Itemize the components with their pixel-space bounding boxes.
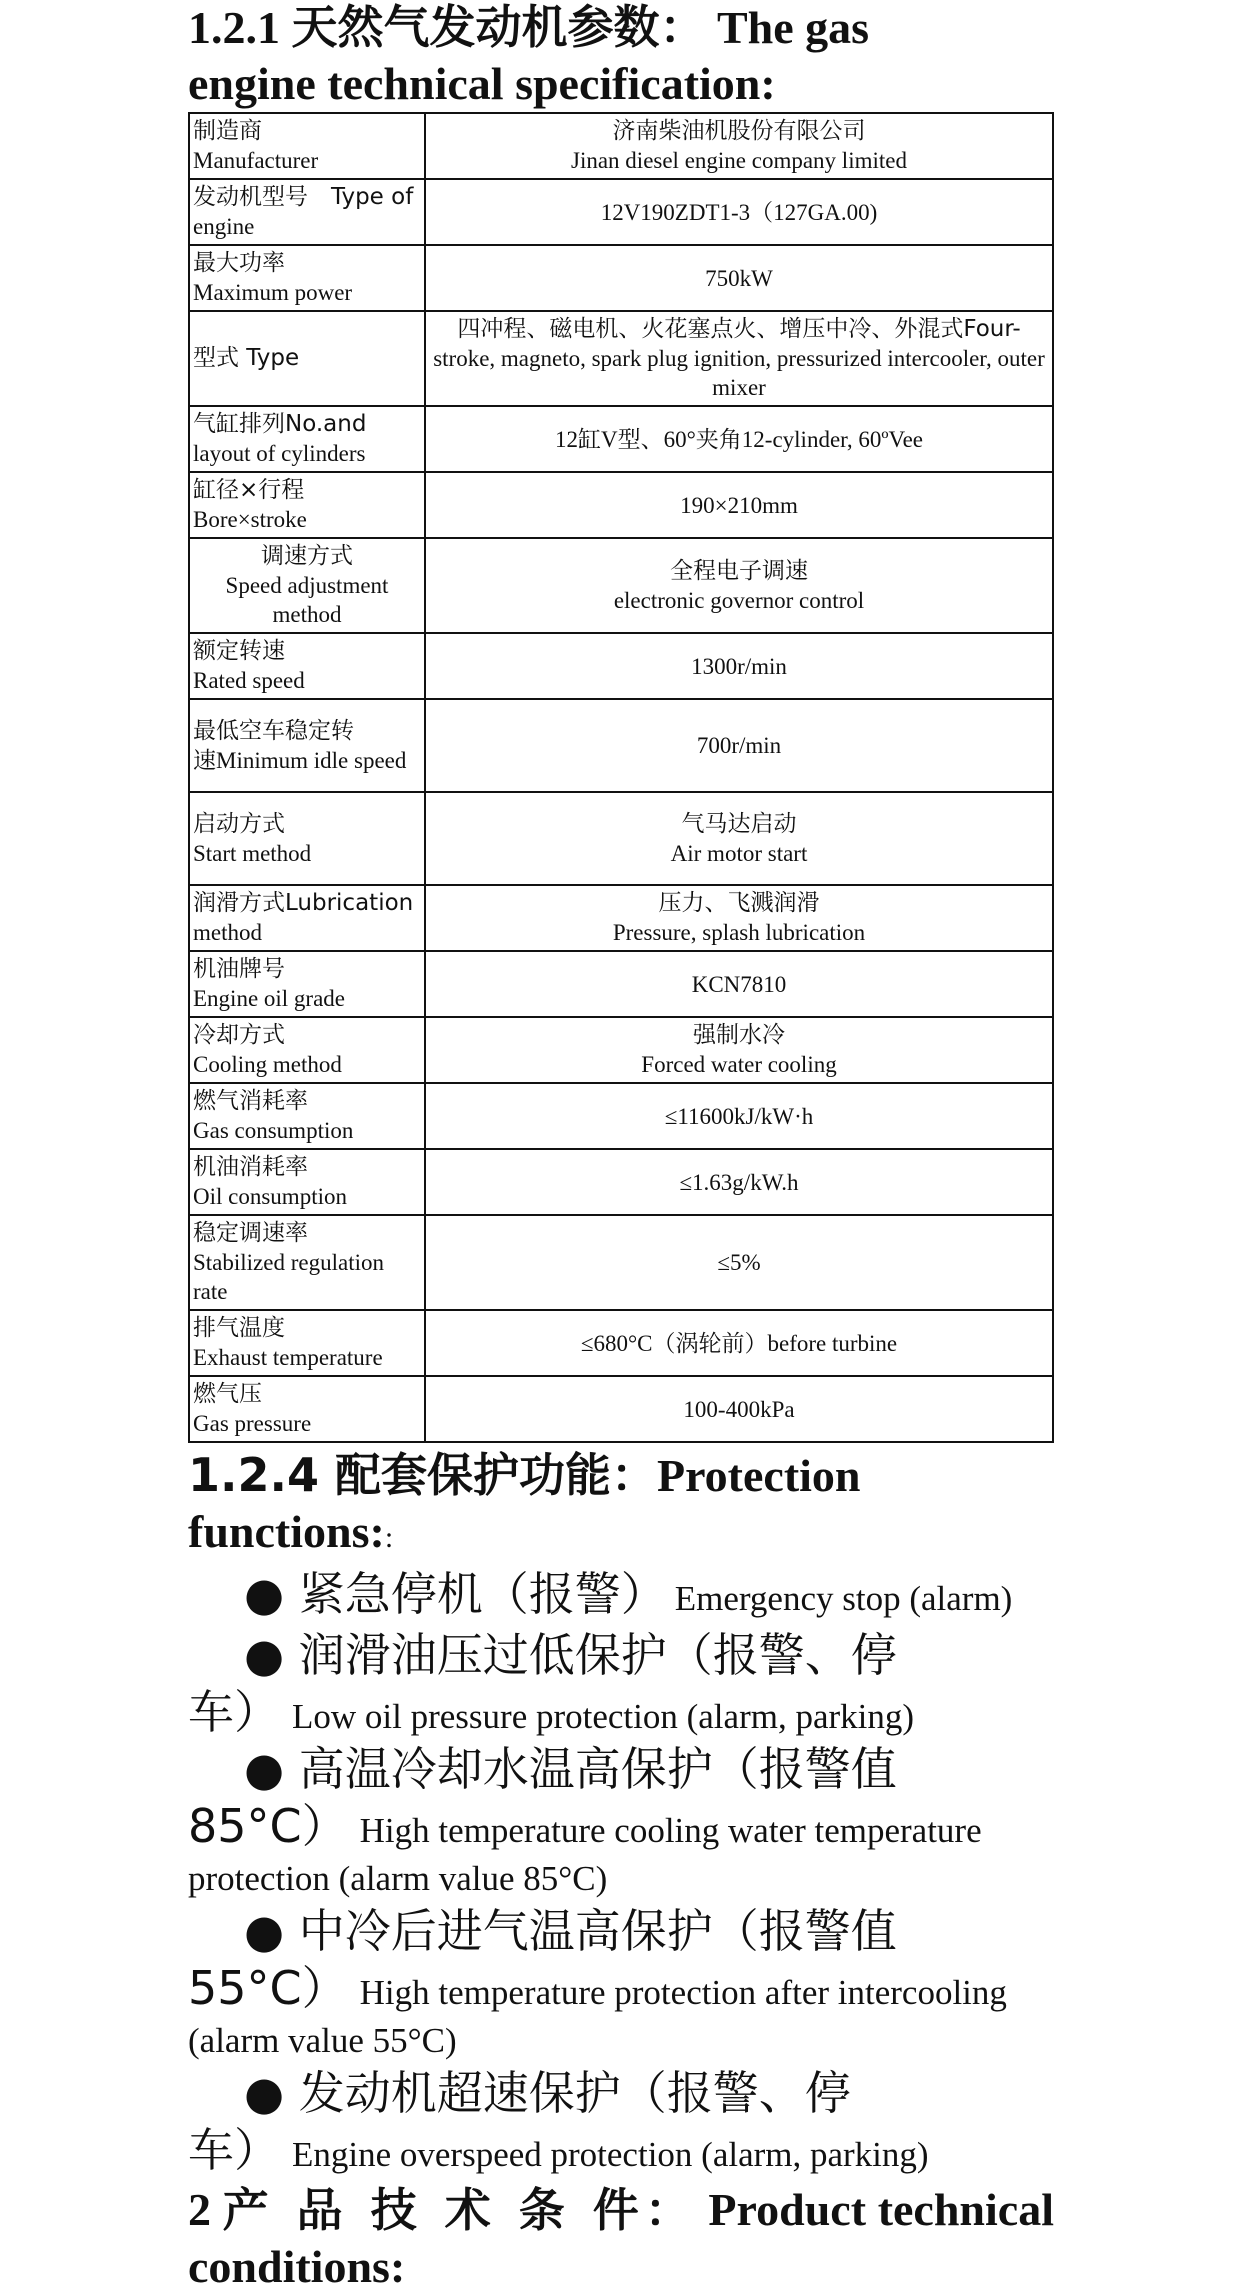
spec-value-cell bbox=[425, 538, 1053, 633]
protection-heading-line-2 bbox=[188, 1504, 1054, 1566]
spec-value-en: 12V190ZDT1-3（127GA.00) bbox=[600, 199, 878, 225]
spec-label-cn: 机油牌号 bbox=[193, 956, 285, 982]
heading-line-2: engine technical specification: bbox=[188, 58, 776, 109]
spec-label-en: Manufacturer bbox=[193, 148, 319, 173]
spec-label-cn: 气缸排列No.and bbox=[193, 411, 367, 437]
spec-value-cell bbox=[425, 1083, 1053, 1149]
spec-value-cell bbox=[425, 885, 1053, 951]
spec-label-en: method bbox=[193, 920, 262, 945]
spec-value-cell bbox=[425, 1376, 1053, 1442]
spec-label-en: engine bbox=[193, 214, 255, 239]
spec-value-cell bbox=[425, 179, 1053, 245]
protection-heading-en: Protection bbox=[656, 1450, 861, 1501]
spec-label-en: Engine oil grade bbox=[193, 986, 346, 1011]
protection-item-continuation bbox=[188, 1685, 1054, 1741]
protection-item-cn: 紧急停机（报警） bbox=[298, 1567, 667, 1621]
protection-item-cn: 高温冷却水温高保护（报警值 bbox=[298, 1742, 897, 1796]
section-heading-protection bbox=[188, 1447, 1054, 1566]
spec-value-en: 1300r/min bbox=[691, 653, 787, 679]
spec-label-en: Maximum power bbox=[193, 280, 353, 305]
spec-label-cn: 发动机型号 Type of bbox=[193, 184, 414, 210]
spec-label-cell bbox=[189, 885, 425, 951]
spec-value-cell bbox=[425, 699, 1053, 792]
spec-value-cn: 强制水冷 bbox=[693, 1022, 785, 1048]
protection-item bbox=[188, 1741, 1054, 1903]
spec-value-en: electronic governor control bbox=[613, 587, 865, 613]
bullet-icon: ● bbox=[244, 2066, 299, 2120]
spec-row bbox=[189, 245, 1053, 311]
spec-value-en: ≤11600kJ/kW·h bbox=[664, 1103, 814, 1129]
spec-label-en: Start method bbox=[193, 840, 312, 866]
spec-row bbox=[189, 699, 1053, 792]
spec-label-cell bbox=[189, 113, 425, 179]
protection-item-cn: 中冷后进气温高保护（报警值 bbox=[298, 1904, 897, 1958]
spec-label-cell bbox=[189, 792, 425, 885]
spec-value-cell bbox=[425, 951, 1053, 1017]
spec-value-cell bbox=[425, 792, 1053, 885]
protection-item-en: Low oil pressure protection (alarm, parking) bbox=[292, 1697, 915, 1736]
spec-value-en: ≤680°C（涡轮前）before turbine bbox=[580, 1330, 898, 1356]
spec-row bbox=[189, 1215, 1053, 1310]
spec-label-en: Exhaust temperature bbox=[193, 1345, 383, 1370]
spec-row bbox=[189, 951, 1053, 1017]
spec-label-cn: 额定转速 bbox=[193, 638, 285, 664]
spec-value-cell bbox=[425, 1310, 1053, 1376]
spec-row bbox=[189, 472, 1053, 538]
protection-item-en: Engine overspeed protection (alarm, parking) bbox=[292, 2135, 929, 2174]
spec-label-cell bbox=[189, 1083, 425, 1149]
spec-label-cn: 最低空车稳定转 bbox=[193, 717, 354, 744]
protection-item-line bbox=[188, 1741, 1054, 1802]
spec-value-en: ≤5% bbox=[717, 1250, 761, 1275]
spec-label-cell bbox=[189, 951, 425, 1017]
protection-item-cn: 润滑油压过低保护（报警、停 bbox=[298, 1628, 897, 1682]
spec-label-cn: 燃气消耗率 bbox=[193, 1088, 308, 1114]
bullet-icon: ● bbox=[244, 1567, 299, 1621]
spec-value-en: 750kW bbox=[705, 265, 773, 291]
protection-item-en: High temperature cooling water temperature protection (alarm value 85°C) bbox=[188, 1811, 982, 1898]
spec-row bbox=[189, 1017, 1053, 1083]
spec-label-cell bbox=[189, 1310, 425, 1376]
protection-item-continuation bbox=[188, 2123, 1054, 2179]
spec-value-en: KCN7810 bbox=[691, 971, 787, 997]
spec-row bbox=[189, 311, 1053, 406]
protection-item-line bbox=[188, 1566, 1054, 1627]
spec-label-cell bbox=[189, 311, 425, 406]
spec-value-en: 100-400kPa bbox=[683, 1396, 795, 1422]
spec-value-en: Air motor start bbox=[670, 840, 808, 866]
product-heading-line-2 bbox=[188, 2239, 1054, 2295]
spec-row bbox=[189, 1310, 1053, 1376]
spec-value-cell bbox=[425, 1017, 1053, 1083]
spec-row bbox=[189, 792, 1053, 885]
spec-value-cn: 压力、飞溅润滑 bbox=[658, 890, 820, 916]
spec-label-cn: 冷却方式 bbox=[193, 1022, 285, 1048]
product-heading-en1: Product bbox=[708, 2184, 867, 2235]
spec-value-en: 12缸V型、60°夹角12-cylinder, 60ºVee bbox=[554, 426, 923, 452]
spec-label-en: Rated speed bbox=[193, 668, 305, 693]
spec-table-body bbox=[189, 113, 1053, 1442]
spec-label-cn: 润滑方式Lubrication bbox=[193, 890, 414, 916]
spec-label-cn: 燃气压 bbox=[193, 1381, 262, 1407]
spec-label-cn: 启动方式 bbox=[193, 810, 285, 837]
protection-item-line bbox=[188, 1627, 1054, 1688]
spec-row bbox=[189, 179, 1053, 245]
spec-label-en: Gas pressure bbox=[193, 1411, 312, 1436]
protection-item-cn: 发动机超速保护（报警、停 bbox=[298, 2066, 851, 2120]
spec-label-cell bbox=[189, 245, 425, 311]
protection-heading-line2-text: functions: bbox=[188, 1506, 385, 1557]
bullet-icon: ● bbox=[244, 1904, 299, 1958]
spec-label-cell bbox=[189, 633, 425, 699]
protection-item-cn-cont: 车） bbox=[188, 2123, 280, 2177]
spec-value-cell bbox=[425, 1149, 1053, 1215]
protection-item-cn-cont: 车） bbox=[188, 1685, 280, 1739]
protection-item-cn-cont: 55°C） bbox=[188, 1961, 348, 2015]
spec-value-cell bbox=[425, 633, 1053, 699]
spec-label-cn: 型式 Type bbox=[193, 345, 300, 371]
product-heading-en2: technical bbox=[877, 2184, 1054, 2235]
spec-row bbox=[189, 885, 1053, 951]
spec-label-en: Cooling method bbox=[193, 1052, 342, 1077]
protection-item bbox=[188, 1627, 1054, 1741]
spec-label-cell bbox=[189, 538, 425, 633]
spec-table bbox=[188, 112, 1054, 1443]
product-heading-line2-text: conditions: bbox=[188, 2241, 406, 2292]
spec-label-en: 速Minimum idle speed bbox=[193, 747, 407, 773]
spec-value-en: stroke, magneto, spark plug ignition, pressurized intercooler, outer mixer bbox=[433, 346, 1045, 400]
spec-label-en: Gas consumption bbox=[193, 1118, 354, 1143]
spec-label-cn: 排气温度 bbox=[193, 1315, 285, 1341]
spec-value-cell bbox=[425, 406, 1053, 472]
spec-label-cn: 最大功率 bbox=[193, 250, 285, 276]
spec-label-cn: 调速方式 bbox=[261, 543, 353, 569]
spec-value-cell bbox=[425, 311, 1053, 406]
protection-heading-suffix: : bbox=[384, 1521, 394, 1554]
spec-label-en: Stabilized regulation rate bbox=[193, 1250, 384, 1304]
spec-value-cell bbox=[425, 472, 1053, 538]
spec-value-cn: 气马达启动 bbox=[681, 810, 797, 837]
protection-item bbox=[188, 1566, 1054, 1627]
protection-item bbox=[188, 2065, 1054, 2179]
spec-label-en: Speed adjustment method bbox=[225, 573, 389, 627]
spec-label-cn: 稳定调速率 bbox=[193, 1220, 308, 1246]
section-heading-engine-spec bbox=[188, 0, 1054, 112]
bullet-icon: ● bbox=[244, 1628, 299, 1682]
section-heading-product-conditions bbox=[188, 2181, 1054, 2239]
spec-label-cell bbox=[189, 1017, 425, 1083]
protection-item-en: High temperature protection after intercooling (alarm value 55°C) bbox=[188, 1973, 1007, 2060]
protection-heading-line-1 bbox=[188, 1447, 1054, 1504]
protection-heading-cn: 1.2.4 配套保护功能： bbox=[188, 1448, 657, 1502]
spec-label-cn: 缸径×行程 bbox=[193, 477, 305, 503]
spec-label-en: Bore×stroke bbox=[193, 507, 307, 532]
spec-label-cn: 制造商 bbox=[193, 118, 262, 144]
spec-value-cell bbox=[425, 1215, 1053, 1310]
spec-label-cell bbox=[189, 406, 425, 472]
spec-value-cn: 四冲程、磁电机、火花塞点火、增压中冷、外混式Four- bbox=[457, 316, 1021, 342]
protection-item-cn-cont: 85°C） bbox=[188, 1799, 348, 1853]
spec-label-cn: 机油消耗率 bbox=[193, 1154, 308, 1180]
protection-item-continuation bbox=[188, 1961, 1054, 2065]
document-content bbox=[188, 0, 1054, 2295]
spec-value-en: ≤1.63g/kW.h bbox=[679, 1169, 799, 1195]
spec-value-cn: 全程电子调速 bbox=[670, 557, 808, 584]
protection-item-line bbox=[188, 1903, 1054, 1964]
protection-list bbox=[188, 1566, 1054, 2179]
protection-item-continuation bbox=[188, 1799, 1054, 1903]
spec-row bbox=[189, 113, 1053, 179]
spec-value-en: 190×210mm bbox=[680, 492, 798, 518]
spec-label-en: Oil consumption bbox=[193, 1184, 347, 1209]
bullet-icon: ● bbox=[244, 1742, 299, 1796]
heading-line-1: 1.2.1 天然气发动机参数： The gas bbox=[188, 2, 870, 53]
protection-item-line bbox=[188, 2065, 1054, 2126]
protection-item bbox=[188, 1903, 1054, 2065]
spec-label-cell bbox=[189, 1376, 425, 1442]
product-heading-cn: 产 品 技 术 条 件： bbox=[222, 2183, 697, 2237]
spec-label-cell bbox=[189, 472, 425, 538]
spec-label-en: layout of cylinders bbox=[193, 441, 366, 466]
spec-value-cell bbox=[425, 113, 1053, 179]
spec-row bbox=[189, 633, 1053, 699]
protection-item-en: Emergency stop (alarm) bbox=[674, 1579, 1013, 1618]
spec-row bbox=[189, 1083, 1053, 1149]
spec-label-cell bbox=[189, 1149, 425, 1215]
spec-label-cell bbox=[189, 1215, 425, 1310]
product-heading-num: 2 bbox=[188, 2184, 211, 2235]
spec-label-cell bbox=[189, 699, 425, 792]
spec-row bbox=[189, 538, 1053, 633]
spec-value-cn: 济南柴油机股份有限公司 bbox=[612, 118, 866, 144]
spec-value-en: Pressure, splash lubrication bbox=[612, 920, 866, 945]
spec-row bbox=[189, 1376, 1053, 1442]
spec-value-en: Jinan diesel engine company limited bbox=[571, 148, 907, 173]
spec-value-cell bbox=[425, 245, 1053, 311]
spec-row bbox=[189, 406, 1053, 472]
spec-value-en: Forced water cooling bbox=[641, 1052, 837, 1077]
spec-row bbox=[189, 1149, 1053, 1215]
spec-label-cell bbox=[189, 179, 425, 245]
spec-value-en: 700r/min bbox=[696, 733, 782, 758]
